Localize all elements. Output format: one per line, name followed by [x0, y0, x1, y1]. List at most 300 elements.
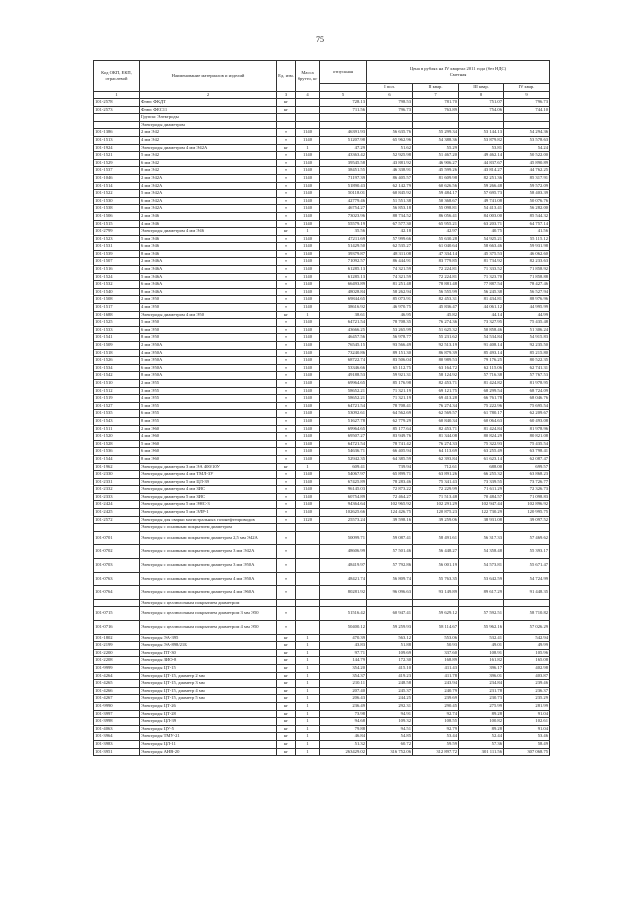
- cell-q4: 44.99: [504, 311, 550, 319]
- cell-q3: 53 144.13: [459, 129, 504, 137]
- price-table: [93, 60, 550, 756]
- table-row: [94, 725, 550, 733]
- cell-q4: 58 710.82: [504, 607, 550, 621]
- cell-q3: 54 534.84: [459, 334, 504, 342]
- cell-mass: 1140: [296, 182, 320, 190]
- cell-q1: 57 501.46: [367, 545, 413, 559]
- table-row: [94, 607, 550, 621]
- cell-unit: кг: [277, 695, 296, 703]
- cell-o: 48419.97: [320, 559, 367, 573]
- cell-q3: 100.82: [459, 718, 504, 726]
- table-row: [94, 235, 550, 243]
- col-num: 7: [413, 92, 459, 99]
- cell-q1: 48 311.08: [367, 250, 413, 258]
- cell-unit: т: [277, 167, 296, 175]
- cell-name: Электроды ЦЛ-11: [140, 740, 277, 748]
- cell-q2: [413, 524, 459, 532]
- cell-name: 5 мм Э42: [140, 152, 277, 160]
- cell-name: 4 мм Э50: [140, 304, 277, 312]
- cell-mass: 1140: [296, 266, 320, 274]
- cell-o: 206.43: [320, 695, 367, 703]
- cell-unit: т: [277, 174, 296, 182]
- cell-q1: 74 321.59: [367, 273, 413, 281]
- cell-q2: 54 388.36: [413, 136, 459, 144]
- cell-name: Электроды с целлюлозным покрытием диаметром 4 мм Э50: [140, 621, 277, 635]
- cell-unit: кг: [277, 672, 296, 680]
- cell-code: 101-1688: [94, 311, 140, 319]
- table-row: [94, 357, 550, 365]
- cell-q4: 75 695.54: [504, 402, 550, 410]
- cell-unit: т: [277, 205, 296, 213]
- cell-q1: 56 809.74: [367, 572, 413, 586]
- cell-unit: кг: [277, 664, 296, 672]
- cell-code: 101-1542: [94, 372, 140, 380]
- cell-q3: 102 947.44: [459, 501, 504, 509]
- cell-unit: т: [277, 586, 296, 600]
- cell-q2: 50.93: [413, 642, 459, 650]
- cell-o: 49188.53: [320, 372, 367, 380]
- cell-q2: 51 625.32: [413, 326, 459, 334]
- cell-q2: [413, 599, 459, 607]
- table-row: [94, 190, 550, 198]
- cell-q4: 68 724.09: [504, 387, 550, 395]
- cell-code: 101-1924: [94, 144, 140, 152]
- col-num: 1: [94, 92, 140, 99]
- cell-o: 96145.03: [320, 486, 367, 494]
- cell-q3: 49 462.14: [459, 152, 504, 160]
- cell-name: 2 мм Э46А: [140, 258, 277, 266]
- cell-unit: т: [277, 136, 296, 144]
- cell-name: 5 мм Э42А: [140, 190, 277, 198]
- cell-mass: 1140: [296, 243, 320, 251]
- cell-mass: 1140: [296, 417, 320, 425]
- cell-q3: 63 255.49: [459, 448, 504, 456]
- cell-q2: 712.61: [413, 463, 459, 471]
- cell-name: Электроды диаметром 5 мм ЦЛ-39: [140, 478, 277, 486]
- cell-q3: 57 695.73: [459, 190, 504, 198]
- cell-name: Электроды с основным покрытием диаметром 4 мм Э50А: [140, 572, 277, 586]
- cell-q3: 396.01: [459, 672, 504, 680]
- cell-q2: 72 229.99: [413, 486, 459, 494]
- cell-q3: 49.01: [459, 642, 504, 650]
- table-row: [94, 657, 550, 665]
- cell-o: [320, 599, 367, 607]
- cell-q2: 86 056.41: [413, 212, 459, 220]
- cell-name: Электроды диаметром 4 мм Э46: [140, 228, 277, 236]
- cell-o: 54636.71: [320, 448, 367, 456]
- cell-q3: 56 317.33: [459, 531, 504, 545]
- cell-name: Электроды диаметром 3 мм ЭА 400/10У: [140, 463, 277, 471]
- cell-q2: 50 368.67: [413, 197, 459, 205]
- col-num: 4: [296, 92, 320, 99]
- cell-name: 8 мм Э60: [140, 455, 277, 463]
- table-row: [94, 174, 550, 182]
- cell-q3: 71 611.29: [459, 486, 504, 494]
- cell-q1: 64 562.69: [367, 410, 413, 418]
- cell-q4: 403.87: [504, 672, 550, 680]
- cell-o: 53092.61: [320, 410, 367, 418]
- cell-q3: 54 413.41: [459, 205, 504, 213]
- cell-q3: [459, 524, 504, 532]
- cell-q2: 60 840.34: [413, 417, 459, 425]
- cell-q1: 78 283.46: [367, 478, 413, 486]
- cell-mass: 1140: [296, 304, 320, 312]
- cell-q4: 102 896.92: [504, 501, 550, 509]
- cell-q4: 46 062.60: [504, 250, 550, 258]
- cell-q4: 120 995.75: [504, 509, 550, 517]
- col-num: 6: [367, 92, 413, 99]
- cell-code: 101-1507: [94, 258, 140, 266]
- cell-q4: 56 527.94: [504, 288, 550, 296]
- cell-o: 61285.13: [320, 266, 367, 274]
- cell-q3: 56 245.38: [459, 288, 504, 296]
- cell-o: 69507.27: [320, 433, 367, 441]
- table-row: [94, 486, 550, 494]
- cell-q3: [459, 599, 504, 607]
- cell-q4: 239.46: [504, 680, 550, 688]
- cell-q2: 53.44: [413, 733, 459, 741]
- cell-code: 101-9990: [94, 702, 140, 710]
- cell-q1: 62 142.79: [367, 182, 413, 190]
- cell-q4: 44 762.25: [504, 167, 550, 175]
- cell-q3: 53 642.59: [459, 572, 504, 586]
- cell-mass: 1: [296, 687, 320, 695]
- cell-q2: 55 763.35: [413, 572, 459, 586]
- cell-q4: 51 306.24: [504, 326, 550, 334]
- cell-q1: 85 073.91: [367, 296, 413, 304]
- cell-name: 4 мм Э46: [140, 220, 277, 228]
- cell-name: Электроды диаметром 4 мм ТМЛ-3У: [140, 471, 277, 479]
- cell-code: 101-1527: [94, 402, 140, 410]
- cell-o: [320, 121, 367, 129]
- cell-code: 101-1539: [94, 250, 140, 258]
- table-row: [94, 599, 550, 607]
- cell-name: 4 мм Э50А: [140, 349, 277, 357]
- cell-q1: 85 176.98: [367, 379, 413, 387]
- cell-q2: 92.74: [413, 710, 459, 718]
- cell-q1: 71 321.19: [367, 395, 413, 403]
- table-row: [94, 379, 550, 387]
- cell-q1: 86 405.57: [367, 174, 413, 182]
- cell-code: 101-1533: [94, 326, 140, 334]
- cell-name: Электроды с основным покрытием диаметром 3 мм Э50А: [140, 559, 277, 573]
- cell-q2: 243.94: [413, 680, 459, 688]
- table-row: [94, 448, 550, 456]
- cell-unit: т: [277, 281, 296, 289]
- table-row: [94, 212, 550, 220]
- cell-q4: [504, 524, 550, 532]
- cell-q2: 102 291.29: [413, 501, 459, 509]
- table-row: [94, 680, 550, 688]
- cell-o: 53346.66: [320, 364, 367, 372]
- cell-unit: кг: [277, 228, 296, 236]
- cell-q3: 54 573.81: [459, 559, 504, 573]
- cell-unit: т: [277, 545, 296, 559]
- cell-mass: 1140: [296, 205, 320, 213]
- cell-mass: 1: [296, 748, 320, 756]
- cell-o: 354.37: [320, 672, 367, 680]
- table-row: [94, 649, 550, 657]
- cell-name: Электроды с основным покрытием диаметром 2,5 мм Э42А: [140, 531, 277, 545]
- table-row: [94, 266, 550, 274]
- cell-q3: 89.28: [459, 725, 504, 733]
- cell-code: 101-4266: [94, 687, 140, 695]
- cell-code: 101-2330: [94, 471, 140, 479]
- cell-q3: 57 716.38: [459, 372, 504, 380]
- cell-q3: 66 761.78: [459, 395, 504, 403]
- cell-o: 43666.25: [320, 326, 367, 334]
- cell-q1: 67 577.30: [367, 220, 413, 228]
- cell-mass: 1140: [296, 509, 320, 517]
- cell-mass: 1140: [296, 281, 320, 289]
- cell-mass: [296, 524, 320, 532]
- cell-q1: 244.25: [367, 695, 413, 703]
- cell-q4: 281.99: [504, 702, 550, 710]
- cell-q1: 57 999.66: [367, 235, 413, 243]
- cell-o: 76545.15: [320, 342, 367, 350]
- cell-o: 73023.96: [320, 212, 367, 220]
- cell-name: 4 мм Э46А: [140, 266, 277, 274]
- cell-unit: т: [277, 319, 296, 327]
- cell-code: 101-1046: [94, 174, 140, 182]
- cell-q1: 42.18: [367, 228, 413, 236]
- cell-mass: 1: [296, 228, 320, 236]
- cell-o: 97.71: [320, 649, 367, 657]
- cell-mass: 1140: [296, 319, 320, 327]
- cell-q1: 56 635.76: [367, 129, 413, 137]
- cell-mass: 1140: [296, 387, 320, 395]
- table-row: [94, 733, 550, 741]
- cell-o: 66493.89: [320, 281, 367, 289]
- cell-mass: 1140: [296, 402, 320, 410]
- cell-code: 101-1531: [94, 243, 140, 251]
- cell-unit: т: [277, 425, 296, 433]
- cell-code: 101-2199: [94, 642, 140, 650]
- cell-o: 64721.54: [320, 440, 367, 448]
- cell-mass: 1140: [296, 288, 320, 296]
- table-row: [94, 342, 550, 350]
- cell-q1: 60.72: [367, 740, 413, 748]
- cell-q3: 73 339.55: [459, 478, 504, 486]
- cell-mass: 1: [296, 718, 320, 726]
- cell-q2: 55.29: [413, 144, 459, 152]
- cell-mass: 1140: [296, 486, 320, 494]
- cell-unit: т: [277, 417, 296, 425]
- cell-q4: 54.24: [504, 144, 550, 152]
- cell-q3: 89.28: [459, 710, 504, 718]
- cell-name: Электроды с целлюлозным покрытием диаметром 3 мм Э50: [140, 607, 277, 621]
- cell-unit: т: [277, 288, 296, 296]
- cell-o: 354.20: [320, 664, 367, 672]
- cell-name: Электроды ЦТ-15, диаметр 3 мм: [140, 680, 277, 688]
- cell-q1: 102 965.92: [367, 501, 413, 509]
- table-row: [94, 197, 550, 205]
- cell-q2: 72 224.81: [413, 266, 459, 274]
- cell-name: 2 мм Э50А: [140, 342, 277, 350]
- cell-q4: 54 724.99: [504, 572, 550, 586]
- cell-o: 38451.55: [320, 167, 367, 175]
- cell-q2: 51 467.20: [413, 152, 459, 160]
- cell-name: Электроды ЦТ-15, диаметр 5 мм: [140, 695, 277, 703]
- cell-unit: т: [277, 531, 296, 545]
- cell-unit: т: [277, 296, 296, 304]
- cell-name: 5 мм Э46А: [140, 273, 277, 281]
- cell-code: 101-3983: [94, 740, 140, 748]
- cell-q1: 88 734.52: [367, 212, 413, 220]
- cell-o: 60754.89: [320, 493, 367, 501]
- cell-q2: [413, 121, 459, 129]
- table-row: [94, 572, 550, 586]
- table-row: [94, 144, 550, 152]
- cell-unit: т: [277, 621, 296, 635]
- cell-q1: 124 426.75: [367, 509, 413, 517]
- cell-mass: [296, 99, 320, 107]
- cell-mass: 1: [296, 695, 320, 703]
- cell-name: 6 мм Э55: [140, 410, 277, 418]
- cell-q4: 91.04: [504, 710, 550, 718]
- cell-mass: 1: [296, 144, 320, 152]
- cell-q1: 96 096.63: [367, 586, 413, 600]
- cell-mass: 1140: [296, 296, 320, 304]
- cell-name: Электроды ЦТ-28: [140, 710, 277, 718]
- cell-q4: 71 098.83: [504, 493, 550, 501]
- cell-mass: 1140: [296, 425, 320, 433]
- cell-code: 101-1535: [94, 410, 140, 418]
- cell-q3: 81 424.82: [459, 379, 504, 387]
- cell-q1: 65 899.71: [367, 471, 413, 479]
- cell-code: 101-2799: [94, 228, 140, 236]
- cell-name: 2 мм Э50: [140, 296, 277, 304]
- cell-q3: 54 358.48: [459, 545, 504, 559]
- cell-unit: т: [277, 129, 296, 137]
- cell-q2: 92.79: [413, 725, 459, 733]
- cell-q4: 307 068.75: [504, 748, 550, 756]
- cell-mass: [296, 607, 320, 621]
- table-row: [94, 364, 550, 372]
- table-row: [94, 349, 550, 357]
- cell-q1: 83 506.04: [367, 357, 413, 365]
- cell-name: Электроды диаметром 4 мм Э50: [140, 311, 277, 319]
- cell-q3: 108.91: [459, 649, 504, 657]
- header-code: Код ОКП, ЕКП, отраслевой: [94, 61, 140, 92]
- table-row: [94, 167, 550, 175]
- cell-q4: 63 868.23: [504, 471, 550, 479]
- cell-q4: 80 821.08: [504, 433, 550, 441]
- cell-unit: т: [277, 273, 296, 281]
- cell-name: Электроды с целлюлозным покрытием диаметром: [140, 599, 277, 607]
- cell-q3: 61 623.14: [459, 455, 504, 463]
- cell-unit: т: [277, 372, 296, 380]
- cell-name: Электроды ТМУ-21: [140, 733, 277, 741]
- cell-o: 263429.02: [320, 748, 367, 756]
- cell-code: 101-0701: [94, 531, 140, 545]
- table-row: [94, 387, 550, 395]
- cell-mass: 1140: [296, 152, 320, 160]
- cell-mass: 1140: [296, 478, 320, 486]
- cell-code: 101-2332: [94, 486, 140, 494]
- table-row: [94, 372, 550, 380]
- cell-q2: 65 955.21: [413, 220, 459, 228]
- cell-mass: [296, 559, 320, 573]
- cell-unit: т: [277, 607, 296, 621]
- cell-q3: 60 064.63: [459, 417, 504, 425]
- cell-code: 101-2200: [94, 649, 140, 657]
- header-q2: II квар.: [413, 84, 459, 92]
- cell-q1: 172.30: [367, 657, 413, 665]
- cell-mass: 1140: [296, 174, 320, 182]
- cell-unit: т: [277, 304, 296, 312]
- cell-unit: кг: [277, 710, 296, 718]
- cell-q3: 45 375.53: [459, 250, 504, 258]
- cell-name: 6 мм Э50: [140, 326, 277, 334]
- cell-mass: 1120: [296, 516, 320, 524]
- cell-q4: 59 931.98: [504, 243, 550, 251]
- cell-code: 101-2578: [94, 99, 140, 107]
- cell-name: Электроды диаметром 5 мм ЭЛР-1: [140, 509, 277, 517]
- cell-q4: 91.04: [504, 725, 550, 733]
- cell-name: 4 мм Э42А: [140, 182, 277, 190]
- cell-o: 51627.78: [320, 417, 367, 425]
- cell-o: 71092.57: [320, 258, 367, 266]
- cell-code: 101-9999: [94, 664, 140, 672]
- cell-q4: 58.49: [504, 740, 550, 748]
- cell-unit: т: [277, 243, 296, 251]
- cell-name: 4 мм Э42: [140, 136, 277, 144]
- cell-q4: 39 097.52: [504, 516, 550, 524]
- cell-o: 711.56: [320, 106, 367, 114]
- cell-unit: т: [277, 159, 296, 167]
- cell-q2: 63 164.72: [413, 364, 459, 372]
- cell-q1: 56 978.77: [367, 334, 413, 342]
- cell-q4: 62 741.31: [504, 364, 550, 372]
- cell-q1: 71 321.19: [367, 387, 413, 395]
- table-row: [94, 687, 550, 695]
- cell-q1: 72 464.27: [367, 493, 413, 501]
- cell-mass: [296, 121, 320, 129]
- cell-unit: кг: [277, 718, 296, 726]
- cell-unit: кг: [277, 463, 296, 471]
- cell-name: 8 мм Э46: [140, 250, 277, 258]
- cell-q2: 411.78: [413, 672, 459, 680]
- cell-name: 3 мм Э55: [140, 387, 277, 395]
- cell-q1: 563.12: [367, 634, 413, 642]
- cell-name: Электроды диаметром 5 мм ЗИС: [140, 493, 277, 501]
- table-row: [94, 501, 550, 509]
- cell-q4: 85 317.91: [504, 174, 550, 182]
- table-row: [94, 250, 550, 258]
- table-row: [94, 121, 550, 129]
- cell-unit: т: [277, 266, 296, 274]
- cell-name: 4 мм Э55: [140, 395, 277, 403]
- cell-unit: т: [277, 493, 296, 501]
- cell-q4: 50 522.00: [504, 152, 550, 160]
- header-q1: I пол.: [367, 84, 413, 92]
- cell-unit: кг: [277, 657, 296, 665]
- cell-q4: 75 435.54: [504, 440, 550, 448]
- cell-o: 52942.35: [320, 455, 367, 463]
- cell-mass: 1140: [296, 129, 320, 137]
- cell-q1: 52 925.98: [367, 152, 413, 160]
- cell-q4: 68 046.76: [504, 395, 550, 403]
- cell-q3: 70 484.57: [459, 493, 504, 501]
- table-row: [94, 205, 550, 213]
- cell-q2: 82 453.31: [413, 296, 459, 304]
- cell-code: 101-2425: [94, 509, 140, 517]
- col-num: 3: [277, 92, 296, 99]
- cell-q2: 45 599.26: [413, 167, 459, 175]
- table-row: [94, 319, 550, 327]
- cell-o: 102625.66: [320, 509, 367, 517]
